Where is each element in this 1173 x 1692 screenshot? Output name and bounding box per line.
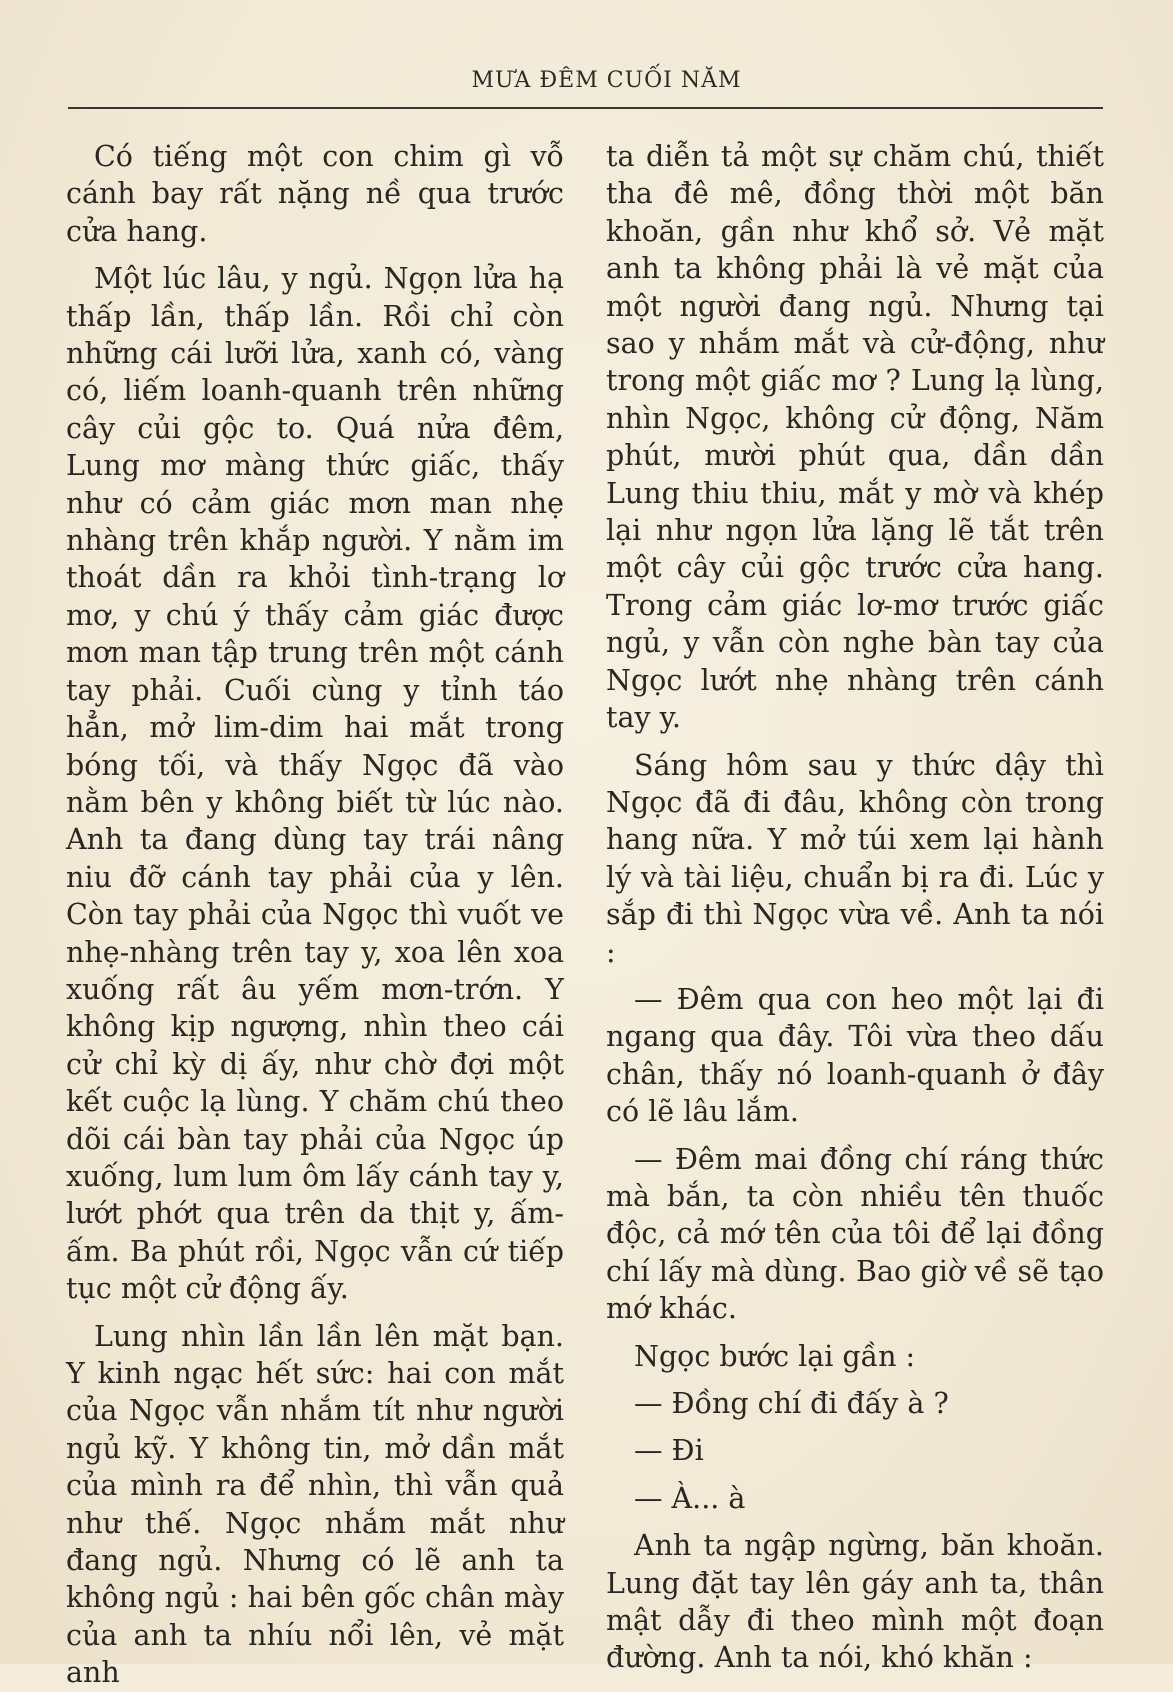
right-column [606,138,1104,1677]
paragraph: Anh ta ngập ngừng, băn khoăn. Lung đặt tay lên gáy anh ta, thân mật dẫy đi theo mình một đoạn đường. Anh ta nói, khó khăn : [606,1529,1104,1675]
dialogue-line: — Đồng chí đi đấy à ? [634,1387,949,1420]
dialogue-line: — À... à [634,1481,746,1515]
dialogue-line: — Đi [634,1434,704,1468]
running-title: MƯA ĐÊM CUỐI NĂM [471,68,742,93]
paragraph: Một lúc lâu, y ngủ. Ngọn lửa hạ thấp lần, thấp lần. Rồi chỉ còn những cái lưỡi lửa, xanh có, vàng có, liếm loanh-quanh trên những cây củi gộc to. Quá nửa đêm, Lung mơ màng thức giấc, thấy như có cảm giác mơn man nhẹ nhàng trên khắp người. Y nằm im thoát dần ra khỏi tình-trạng lơ mơ, y chú ý thấy cảm giác được mơn man tập trung trên một cánh tay phải. Cuối cùng y tỉnh táo hẳn, mở lim-dim hai mắt trong bóng tối, và thấy Ngọc đã vào nằm bên y không biết từ lúc nào. Anh ta đang dùng tay trái nâng niu đỡ cánh tay phải của y lên. Còn tay phải của Ngọc thì vuốt ve nhẹ-nhàng trên tay y, xoa lên xoa xuống rất âu yếm mơn-trớn. Y không kịp ngượng, nhìn theo cái cử chỉ kỳ dị ấy, như chờ đợi một kết cuộc lạ lùng. Y chăm chú theo dõi cái bàn tay phải của Ngọc úp xuống, lum lum ôm lấy cánh tay y, lướt phớt qua trên da thịt y, ấm-ấm. Ba phút rồi, Ngọc vẫn cứ tiếp tục một cử động ấy. [66,262,564,1306]
paragraph: Lung nhìn lần lần lên mặt bạn. Y kinh ngạc hết sức: hai con mắt của Ngọc vẫn nhắm tít như người ngủ kỹ. Y không tin, mở dần mắt của mình ra để nhìn, thì vẫn quả như thế. Ngọc nhắm mắt như đang ngủ. Nhưng có lẽ anh ta không ngủ : hai bên gốc chân mày của anh ta nhíu nổi lên, vẻ mặt anh [66,1319,564,1690]
dialogue-line: — Đêm qua con heo một lại đi ngang qua đây. Tôi vừa theo dấu chân, thấy nó loanh-quanh ở đây có lẽ lâu lắm. [606,982,1104,1129]
header-rule [68,107,1103,109]
paragraph: Ngọc bước lại gần : [634,1339,916,1373]
paragraph-continued: ta diễn tả một sự chăm chú, thiết tha đê mê, đồng thời một băn khoăn, gần như khổ sở. Vẻ mặt anh ta không phải là vẻ mặt của một người đang ngủ. Nhưng tại sao y nhắm mắt và cử-động, như trong một giấc mơ ? Lung lạ lùng, nhìn Ngọc, không cử động, Năm phút, mười phút qua, dần dần Lung thiu thiu, mắt y mờ và khép lại như ngọn lửa lặng lẽ tắt trên một cây củi gộc trước cửa hang. Trong cảm giác lơ-mơ trước giấc ngủ, y vẫn còn nghe bàn tay của Ngọc lướt nhẹ nhàng trên cánh tay y. [606,140,1104,735]
paragraph: Có tiếng một con chim gì vỗ cánh bay rất nặng nề qua trước cửa hang. [66,140,564,248]
dialogue-line: — Đêm mai đồng chí ráng thức mà bắn, ta còn nhiều tên thuốc độc, cả mớ tên của tôi để lại đồng chí lấy mà dùng. Bao giờ về sẽ tạo mớ khác. [606,1142,1104,1326]
paragraph: Sáng hôm sau y thức dậy thì Ngọc đã đi đâu, không còn trong hang nữa. Y mở túi xem lại hành lý và tài liệu, chuẩn bị ra đi. Lúc y sắp đi thì Ngọc vừa về. Anh ta nói : [606,748,1104,969]
left-column [66,138,564,1692]
